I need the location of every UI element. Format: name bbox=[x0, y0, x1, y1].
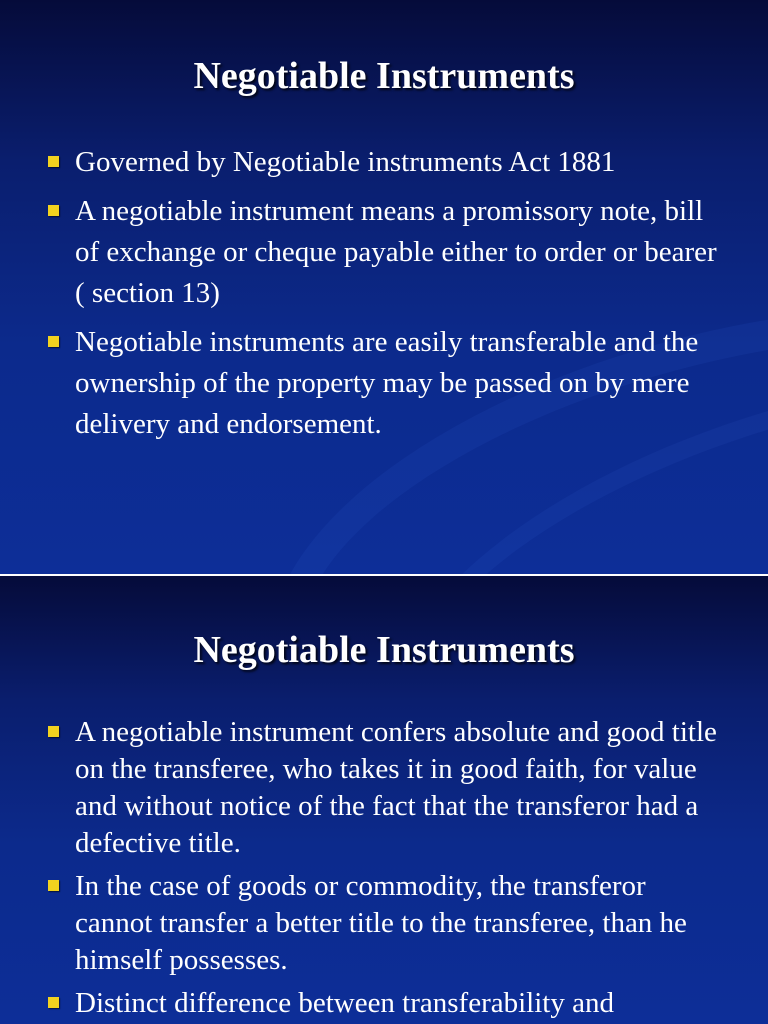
bullet-text: Distinct difference between transferability and bbox=[75, 987, 614, 1019]
square-bullet-icon bbox=[48, 880, 59, 891]
bullet-item bbox=[0, 714, 768, 862]
bullet-text: In the case of goods or commodity, the transferor cannot transfer a better title to the transferee, than he himself possesses. bbox=[75, 870, 687, 976]
bullet-item bbox=[0, 191, 768, 314]
slide-2 bbox=[0, 576, 768, 1024]
square-bullet-icon bbox=[48, 336, 59, 347]
bullet-item bbox=[0, 322, 768, 445]
bullet-item bbox=[0, 142, 768, 183]
bullet-item bbox=[0, 985, 768, 1022]
square-bullet-icon bbox=[48, 156, 59, 167]
square-bullet-icon bbox=[48, 726, 59, 737]
slide-title: Negotiable Instruments bbox=[193, 629, 575, 671]
bullet-text: A negotiable instrument means a promissory note, bill of exchange or cheque payable either to order or bearer ( section 13) bbox=[75, 195, 717, 309]
bullet-list bbox=[0, 714, 768, 1024]
bullet-text: A negotiable instrument confers absolute and good title on the transferee, who takes it in good faith, for value and without notice of the fact that the transferor had a defective title. bbox=[75, 716, 717, 859]
bullet-text: Governed by Negotiable instruments Act 1881 bbox=[75, 146, 616, 178]
bullet-text: Negotiable instruments are easily transferable and the ownership of the property may be passed on by mere delivery and endorsement. bbox=[75, 326, 699, 440]
bullet-list bbox=[0, 142, 768, 453]
square-bullet-icon bbox=[48, 997, 59, 1008]
bullet-item bbox=[0, 868, 768, 979]
slide-title: Negotiable Instruments bbox=[193, 55, 575, 97]
square-bullet-icon bbox=[48, 205, 59, 216]
